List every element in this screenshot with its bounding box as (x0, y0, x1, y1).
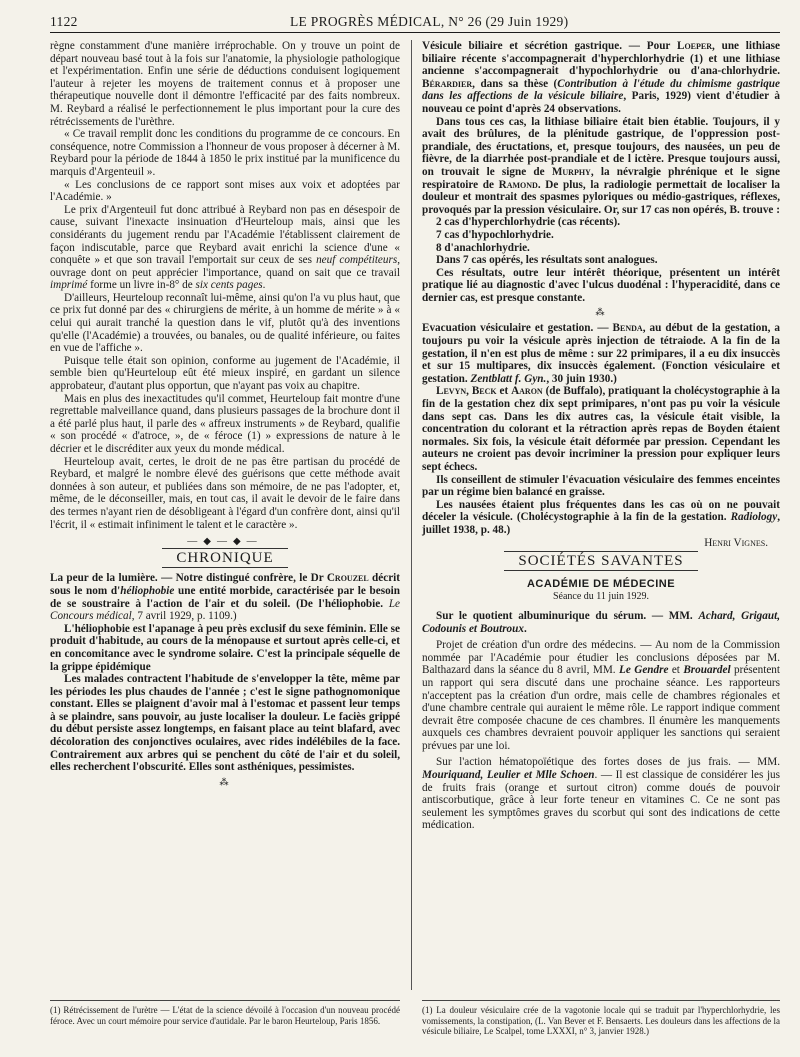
paragraph: Heurteloup avait, certes, le droit de ne pas être partisan du procédé de Reybard, et malgré le nombre élevé des guérisons que cette méthode avait données à son auteur, et publiées dans son mémoire, de ne pas l'adopter, et, même, de le déconseiller, mais, en tout cas, il avait le devoir de le faire dans des termes n'ayant rien de désobligeant à l'égard d'un confrère dont, ainsi qu'il l'écrit, il « estimait infiniment le talent et le caractère ». (50, 455, 400, 531)
paragraph (422, 116, 780, 217)
list-item: 2 cas d'hyperchlorhydrie (cas récents). (436, 216, 621, 229)
paragraph: Mais en plus des inexactitudes qu'il commet, Heurteloup fait montre d'une regrettable malveillance quand, dans plusieurs passages de la brochure dont il a été parlé plus haut, il parle des « affreux instruments » de Reybard, qualifie « son procédé « d'atroce, », de « féroce (1) » expressions de nature à le décrier et le discréditer aux yeux du monde médical. (50, 392, 400, 455)
section-title-text: SOCIÉTÉS SAVANTES (504, 551, 697, 571)
section-title (50, 549, 400, 566)
section-title (422, 555, 780, 568)
text-run: neuf compétiteurs (316, 254, 398, 267)
text-run: héliophobie (120, 584, 175, 597)
left-column (50, 40, 400, 792)
text-run: Dans tous ces cas, la lithiase biliaire était bien établie. Toujours, il y avait des brûlures, de la plénitude gastrique, de l'oppression post-prandiale, des éructations, et, presque toujours, des nausées, un peu de fièvre, de la diarrhée post-prandiale et de l ictère. Presque toujours aussi, on trouvait le signe de (422, 115, 780, 178)
text-run: , 30 juin 1930.) (546, 372, 617, 385)
paragraph: « Les conclusions de ce rapport sont mises aux voix et adoptées par l'Académie. » (50, 178, 400, 204)
paragraph (422, 610, 780, 635)
author-name: Levyn (436, 385, 467, 398)
column-divider (411, 40, 412, 990)
text-run: et (668, 664, 684, 677)
author-name: Le Gendre (619, 664, 669, 677)
footnote-left: (1) Rétrécissement de l'urètre — L'état de la science dévoilé à l'occasion d'un nouveau procédé féroce. Avec un court mémoire pour service d'autidale. Par le baron Heurteloup, Paris 1856. (50, 1000, 400, 1026)
right-column (422, 40, 780, 832)
text-run: , ouvrage dont on peut apprécier l'importance, quand on sait que ce travail (50, 254, 400, 279)
signature: Henri Vignes. (704, 536, 768, 549)
text-run: , Paris, 1929) vient d'étudier à nouveau ce point d'après 24 observations. (422, 90, 780, 115)
author-names: Mouriquand, Leulier et Mlle Schoen (422, 769, 595, 782)
list-item: 8 d'anachlorhydrie. (436, 241, 530, 254)
article-paragraph (50, 572, 400, 622)
paragraph (422, 639, 780, 752)
paragraph: L'héliophobie est l'apanage à peu près exclusif du sexe féminin. Elle se produit d'habitude, au cours de la ménopause et surtout après celle-ci, et en concomitance avec le syndrome solaire. C'est la principale séquelle de la grippe épidémique (50, 622, 400, 673)
text-run: imprimé (50, 279, 88, 292)
section-title-text: CHRONIQUE (162, 548, 287, 568)
paragraph: Ces résultats, outre leur intérêt théorique, présentent un intérêt pratique lié au diagnostic d'avec l'ulcus duodénal : l'hyperacidité, dans ce dernier cas, est presque constante. (422, 266, 780, 304)
text-run: — Pour (622, 40, 677, 52)
paragraph (50, 204, 400, 292)
text-run: une entité morbide, caractérisée par le besoin de se soustraire à l'action de l'air et du soleil. (De l'héliophobie. (50, 584, 400, 610)
text-run: Contribution à l'étude du chimisme gastrique dans les affections de la vésicule biliaire (422, 77, 780, 103)
section-ornament: —◆—◆— (187, 536, 263, 548)
footnote-right: (1) La douleur vésiculaire crée de la vagotonie locale qui se traduit par l'hyperchlorhydrie, les vomissements, la constipation, (L. Van Bever et F. Bensaerts. Les douleurs dans les affections de la vésicule biliaire, Le Scalpel, tome LXXXI, n° 3, janvier 1928.) (422, 1000, 780, 1037)
text-run: forme un livre in-8° de (87, 279, 196, 292)
paragraph (422, 499, 780, 537)
asterism: ⁂ (219, 776, 231, 787)
author-name: Beck (471, 385, 497, 398)
article-title: Vésicule biliaire et sécrétion gastrique. (422, 40, 623, 52)
text-run: Les nausées étaient plus fréquentes dans les cas où on ne pouvait déceler la vésicule. (Cholécystographie à la fin de la gestation. (422, 498, 780, 524)
article-title: La peur de la lumière. (50, 572, 158, 585)
article-paragraph (422, 40, 780, 116)
text-run: Sur l'action hématopoïétique des fortes doses de jus frais. — MM. (436, 756, 780, 769)
paragraph: Les malades contractent l'habitude de s'envelopper la tête, même par les périodes les plus chaudes de l'année ; c'est le signe pathognomonique constant. Elles se plaignent d'avoir mal à l'estomac et passent leur temps à se plaindre, sans pouvoir, au juste localiser la douleur. Le faciès grippé du début persiste assez longtemps, en faisant place au teint blafard, avec décoloration des conjonctives oculaires, avec rides indélébiles de la face. Contrairement aux arbres qui se penchent du côté de l'air et du soleil, elles recherchent l'obscurité. Elles sont asthéniques, pessimistes. (50, 673, 400, 774)
text-run: Le prix d'Argenteuil fut donc attribué à Reybard non pas en désespoir de cause, suivant l'inexacte insinuation d'Heurteloup mais, ainsi que les considérants du jugement rendu par l'Académie l'établissent clairement de façon indiscutable, parce que Reybard avait enrichi la science d'une « conquête » et que son travail l'emportait sur ceux de ses (50, 203, 400, 267)
text-run: Radiology (730, 511, 778, 524)
text-run: Le Concours médical (50, 597, 400, 623)
paragraph: « Ce travail remplit donc les conditions du programme de ce concours. En conséquence, notre Commission a l'honneur de vous proposer à décerner à M. Reybard pour la période de 1844 à 1850 le prix institué par la munificence du marquis d'Argenteuil ». (50, 128, 400, 178)
text-run: Sur le quotient albuminurique du sérum. — MM. (436, 609, 699, 622)
text-run: présentent un rapport qui sera discuté dans une prochaine séance. Les rapporteurs n'acceptent pas la création d'un ordre, mais celle de chambres régionales et d'une chambre centrale qui auraient le même rôle. Le rapport indique comment devrait être composée chacune de ces chambres. Il énumère les manquements auxquels ces chambres devraient pouvoir appliquer les sanctions qui seraient prévues par une loi. (422, 664, 780, 752)
text-run: , au début de la gestation, a toujours pu voir la vésicule après injection de tétraiode. A la fin de la gestation, il n'en est plus de même : sur 22 primipares, il a eu dix insuccès et sur 15 multipares, dix insuccès également. (Fonction vésiculaire et gestation. (422, 322, 780, 385)
text-run: et (496, 385, 512, 398)
paragraph: Dans 7 cas opérés, les résultats sont analogues. (436, 254, 658, 267)
text-run: . (262, 279, 266, 292)
session-date: Séance du 11 juin 1929. (552, 591, 649, 603)
text-run: Murphy (551, 165, 591, 178)
paragraph: Puisque telle était son opinion, conforme au jugement de l'Académie, il semble bien qu'Heurteloup eût été mieux inspiré, en gardant un silence approbateur, d'autant plus opportun, que n'ayant pas voix au chapitre. (50, 354, 400, 393)
text-run: six cents pages (195, 279, 263, 292)
text-run: , dans sa thèse ( (472, 77, 558, 90)
asterism: ⁂ (595, 307, 607, 318)
paragraph (422, 385, 780, 473)
text-run: — (593, 322, 613, 335)
author-name: Crouzel (326, 572, 369, 585)
author-names: Achard, Grigaut, Codounis et Boutroux (422, 609, 780, 635)
article-paragraph (422, 322, 780, 385)
text-run: décrit sous le nom d' (50, 572, 401, 597)
text-run: , juillet 1938, p. 48.) (422, 511, 780, 536)
text-run: — Notre distingué confrère, le Dr (157, 572, 327, 585)
text-run: Projet de création d'un ordre des médecins. — Au nom de la Commission nommée par l'Académie pour étudier les conclusions déposées par M. Balthazard dans la séance du 8 avril, MM. (422, 639, 780, 677)
text-run: . De plus, la radiologie permettait de localiser la douleur et montrait des spasmes pyloriques ou médio-gastriques, réflexes, provoqués par la pression vésiculaire. Or, sur 17 cas non opérés, B. trouve : (422, 178, 780, 216)
page-header (50, 10, 780, 33)
paragraph (422, 756, 780, 832)
text-run: , 7 avril 1929, p. 1109.) (131, 610, 237, 623)
author-name: Benda (612, 322, 643, 335)
article-title: Evacuation vésiculaire et gestation. (422, 322, 594, 335)
author-name: Aaron (511, 385, 543, 398)
list-item: 7 cas d'hypochlorhydrie. (436, 228, 554, 241)
text-run: , la névralgie phrénique et le signe respiratoire de (422, 165, 780, 191)
text-run: . — Il est classique de considérer les jus de fruits frais (orange et surtout citron) comme doués de pouvoir antiscorbutique, grâce à leur forte teneur en vitamines C. Ce ne sont pas seulement les symptômes graves du scorbut qui sont des indications de cette médication. (422, 769, 781, 832)
paragraph: D'ailleurs, Heurteloup reconnaît lui-même, ainsi qu'on l'a vu plus haut, que ce prix fut donné par des « chirurgiens de mérite, à un homme de mérite » à « celui qui aurait tranché la question dans le vif, plutôt qu'à des inventions qu'elle (l'Académie) a trouvées, ou banales, ou de qualité inférieure, ou faites en vue de l'affiche ». (50, 291, 400, 355)
text-run: Ramond (498, 178, 538, 191)
text-run: . (523, 622, 527, 635)
paragraph: règne constamment d'une manière irréprochable. On y trouve un point de départ nouveau basé tout à la fois sur l'anatomie, la physiologie pathologique et l'expérimentation. Enfin une série de déductions conduisent logiquement l'auteur à rejeter les moyens de traitement connus et à proposer une thérapeutique nouvelle dont il démontre l'efficacité par des faits nombreux. M. Reybard a réalisé le perfectionnement le plus important pour la cure des rétrécissements de l'urèthre. (50, 40, 400, 128)
author-name: Loeper (676, 40, 713, 52)
academy-title: ACADÉMIE DE MÉDECINE (526, 577, 676, 590)
text-run: , une lithiase biliaire récente s'accompagnerait d'hyperchlorhydrie (1) et une lithiase ancienne s'accompagnerait d'hypochlorhydrie ou d'ana-chlorhydrie. (422, 40, 780, 78)
author-name: Brouardel (683, 664, 731, 677)
journal-title: LE PROGRÈS MÉDICAL, N° 26 (29 Juin 1929) (290, 14, 569, 29)
page-number: 1122 (50, 14, 78, 29)
text-run: (de Buffalo), pratiquant la cholécystographie à la fin de la gestation chez dix sept primipares, n'ont pas pu voir la vésicule dans sept cas. Dans les dix autres cas, la vésicule était visible, la concentration du colorant et la rétraction après repas de Boyden étaient normales. Six fois, la vésicule était déformée par pression. Cependant les auteurs ne croient pas devoir incriminer la pression pour expliquer leurs sept échecs. (422, 385, 780, 473)
text-run: , (466, 385, 472, 398)
text-run: Zentblatt f. Gyn. (470, 372, 547, 385)
author-name: Bérardier (422, 77, 473, 90)
paragraph: Ils conseillent de stimuler l'évacuation vésiculaire des femmes enceintes par un régime bien balancé en graisse. (422, 473, 780, 499)
